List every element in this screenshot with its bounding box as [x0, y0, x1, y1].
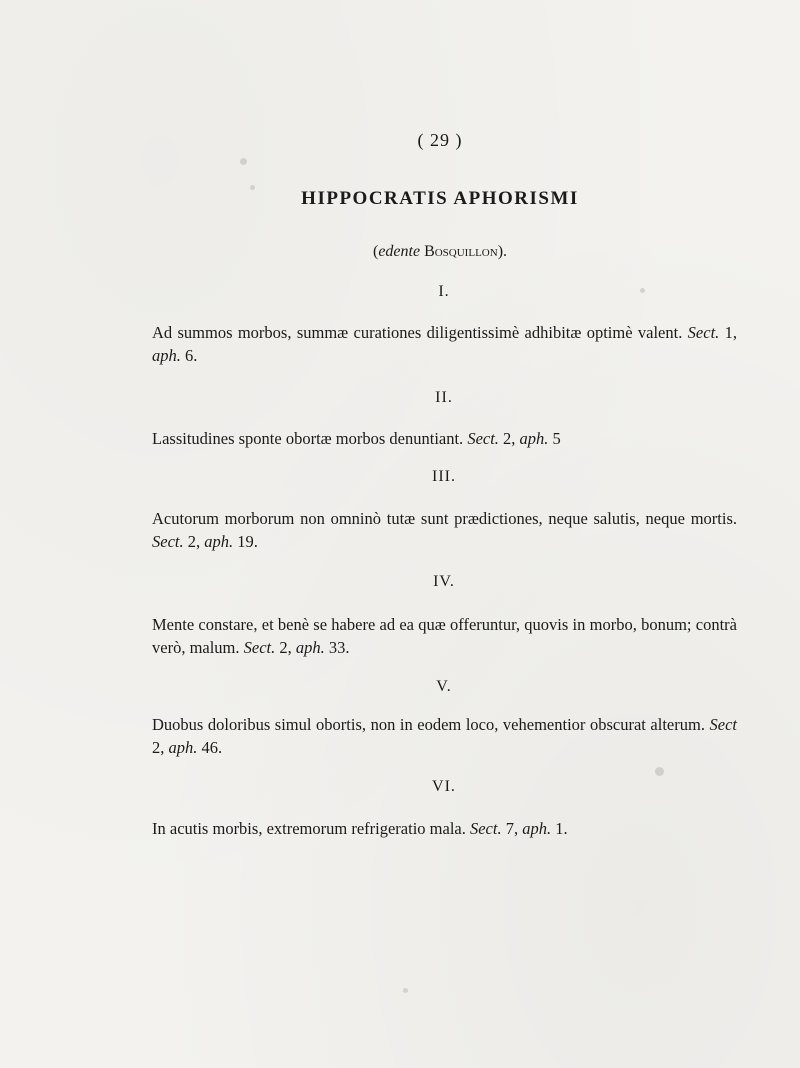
section-number: 7, — [505, 819, 519, 838]
aphorism-text — [152, 817, 737, 840]
aphorism-numeral: III. — [432, 468, 456, 485]
editor-name: Bosquillon — [424, 243, 498, 260]
page-number: ( 29 ) — [417, 130, 463, 150]
aphorism-numeral: II. — [435, 389, 453, 406]
aph-label: aph. — [295, 638, 325, 657]
aphorism-text: Acutorum morborum non omninò tutæ sunt prædictiones, neque salutis, neque mortis. Sect. 2, aph. 19. — [152, 509, 737, 551]
aph-label: aph. — [519, 429, 549, 448]
aph-label: aph. — [168, 738, 198, 757]
section-label: Sect. — [243, 638, 276, 657]
section-label: Sect. — [467, 429, 499, 448]
aphorism-body: In acutis morbis, extremorum refrigeratio mala. — [152, 819, 466, 838]
aph-number: 19. — [237, 532, 258, 551]
aphorism-numeral: I. — [438, 283, 450, 300]
section-number: 2 — [279, 638, 288, 657]
section-number: 1 — [724, 323, 733, 342]
aphorism-numeral: VI. — [432, 778, 456, 795]
section-number: 2 — [152, 738, 161, 757]
paper-spot — [403, 988, 408, 993]
aph-number: 33. — [328, 638, 350, 657]
aphorism-body: Lassitudines sponte obortæ morbos denuntiant. — [152, 429, 464, 448]
section-number: 2 — [503, 429, 512, 448]
aphorism-body: Ad summos morbos, summæ curationes diligentissimè adhibitæ optimè valent. — [152, 323, 683, 342]
paper-spot — [655, 767, 664, 776]
page-title: HIPPOCRATIS APHORISMI — [301, 188, 579, 209]
editor-open-paren: ( — [372, 243, 379, 260]
aph-number: 6. — [185, 346, 198, 365]
aph-label: aph. — [522, 819, 552, 838]
aph-number: 5 — [552, 429, 561, 448]
section-number: 2 — [187, 532, 196, 551]
aphorism-numeral: V. — [436, 678, 452, 695]
editor-edente: edente — [378, 243, 421, 260]
aphorism-body: Duobus doloribus simul obortis, non in eodem loco, vehementior obscurat alterum. — [152, 715, 705, 734]
aph-label: aph. — [204, 532, 234, 551]
aphorism-text: Mente constare, et benè se habere ad ea quæ offeruntur, quovis in morbo, bonum; contrà verò, malum. Sect. 2, aph. 33. — [152, 615, 737, 657]
aphorism-numeral: IV. — [433, 573, 455, 590]
aph-label: aph. — [152, 346, 181, 365]
section-label: Sect. — [469, 819, 502, 838]
paper-spot — [240, 158, 247, 165]
section-label: Sect. — [152, 532, 184, 551]
aphorism-text: Lassitudines sponte obortæ morbos denuntiant. Sect. 2, aph. 5 — [152, 429, 561, 448]
aph-number: 46. — [201, 738, 223, 757]
section-label: Sect — [709, 715, 738, 734]
aphorism-text: Duobus doloribus simul obortis, non in eodem loco, vehementior obscurat alterum. Sect 2, aph. 46. — [152, 715, 738, 757]
editor-line — [0, 243, 800, 261]
section-label: Sect. — [687, 323, 720, 342]
aph-number: 1. — [555, 819, 568, 838]
editor-close-paren: ). — [497, 243, 508, 260]
aphorism-body: Acutorum morborum non omninò tutæ sunt prædictiones, neque salutis, neque mortis. — [152, 509, 737, 528]
aphorism-text: Ad summos morbos, summæ curationes diligentissimè adhibitæ optimè valent. Sect. 1, aph. 6. — [152, 323, 737, 365]
bleed-through-heading — [0, 78, 800, 129]
aphorism-body: Mente constare, et benè se habere ad ea quæ offeruntur, quovis in morbo, bonum; contrà verò, malum. — [152, 615, 737, 657]
